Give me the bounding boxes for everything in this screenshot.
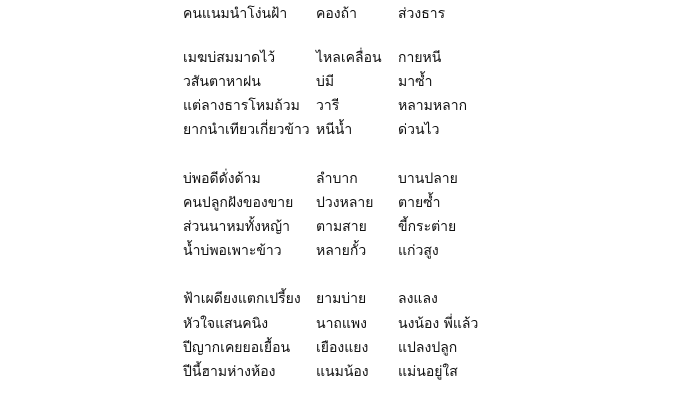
poem-line [0, 192, 700, 214]
poem-line-part-1: วสันตาหาฝน [183, 74, 261, 90]
poem-line-part-3: บานปลาย [398, 171, 458, 187]
poem-line-part-3: กายหนี [398, 50, 442, 66]
poem-line [0, 47, 700, 69]
poem-line-part-1: ปีญากเคยยอเยื้อน [183, 340, 291, 356]
poem-line-part-1: ส่วนนาหมทั้งหญ้า [183, 219, 290, 235]
poem-line-part-1: หัวใจแสนคนิง [183, 316, 269, 332]
poem-line-part-3: แก่วสูง [398, 243, 439, 259]
poem-line [0, 337, 700, 359]
poem-line-part-3: มาซ้ำ [398, 74, 433, 90]
poem-line-part-3: แม่นอยู่ใส [398, 364, 458, 380]
poem-line-part-2: ไหลเคลื่อน [316, 50, 382, 66]
poem-line-part-2: หนีน้ำ [316, 122, 353, 138]
poem-line [0, 168, 700, 190]
poem-line [0, 71, 700, 93]
poem-line-part-2: แนมน้อง [316, 364, 369, 380]
poem-line-part-1: คนปลูกฝังของขาย [183, 195, 294, 211]
poem-line-part-1: แต่ลางธารโหมถ้วม [183, 98, 300, 114]
poem-line-part-3: ตายซ้ำ [398, 195, 441, 211]
poem-line-part-2: ตามสาย [316, 219, 367, 235]
poem-line [0, 119, 700, 141]
poem-line-part-3: นงน้อง พี่แล้ว [398, 316, 479, 332]
poem-line [0, 240, 700, 262]
poem-line-part-1: น้ำบ่พอเพาะข้าว [183, 243, 282, 259]
poem-line-part-1: บ่พอดีดั่งด้าม [183, 171, 261, 187]
poem-line-part-2: หลายกั้ว [316, 243, 367, 259]
poem-line-part-1: เมฆบ่สมมาดไว้ [183, 50, 276, 66]
poem-line-part-3: ด่วนไว [398, 122, 440, 138]
poem-line-part-1: ปีนี้ฮามห่างห้อง [183, 364, 276, 380]
poem-line [0, 3, 700, 25]
poem-line-part-2: เยืองแยง [316, 340, 369, 356]
poem-line-part-3: ส่วงธาร [398, 6, 446, 22]
poem-line-part-3: ขี้กระต่าย [398, 219, 457, 235]
poem-line-part-2: ลำบาก [316, 171, 358, 187]
poem-line-part-2: นาถแพง [316, 316, 367, 332]
poem-line-part-1: ยากนำเทียวเกี่ยวข้าว [183, 122, 310, 138]
poem-line-part-2: วารี [316, 98, 340, 114]
poem-line-part-2: ยามบ่าย [316, 291, 367, 307]
poem-line-part-2: คองถ้า [316, 6, 357, 22]
poem-line-part-3: หลามหลาก [398, 98, 468, 114]
poem-line-part-2: ปวงหลาย [316, 195, 374, 211]
poem-line-part-1: คนแนมนำโง่นฝ้า [183, 6, 288, 22]
poem-line [0, 216, 700, 238]
poem-line-part-1: ฟ้าเผดียงแตกเปรี้ยง [183, 291, 301, 307]
poem-line [0, 288, 700, 310]
poem-line [0, 95, 700, 117]
poem-line [0, 361, 700, 383]
poem-line-part-2: บ่มี [316, 74, 335, 90]
poem-line-part-3: แปลงปลูก [398, 340, 458, 356]
poem-line-part-3: ลงแลง [398, 291, 438, 307]
poem-line [0, 313, 700, 335]
